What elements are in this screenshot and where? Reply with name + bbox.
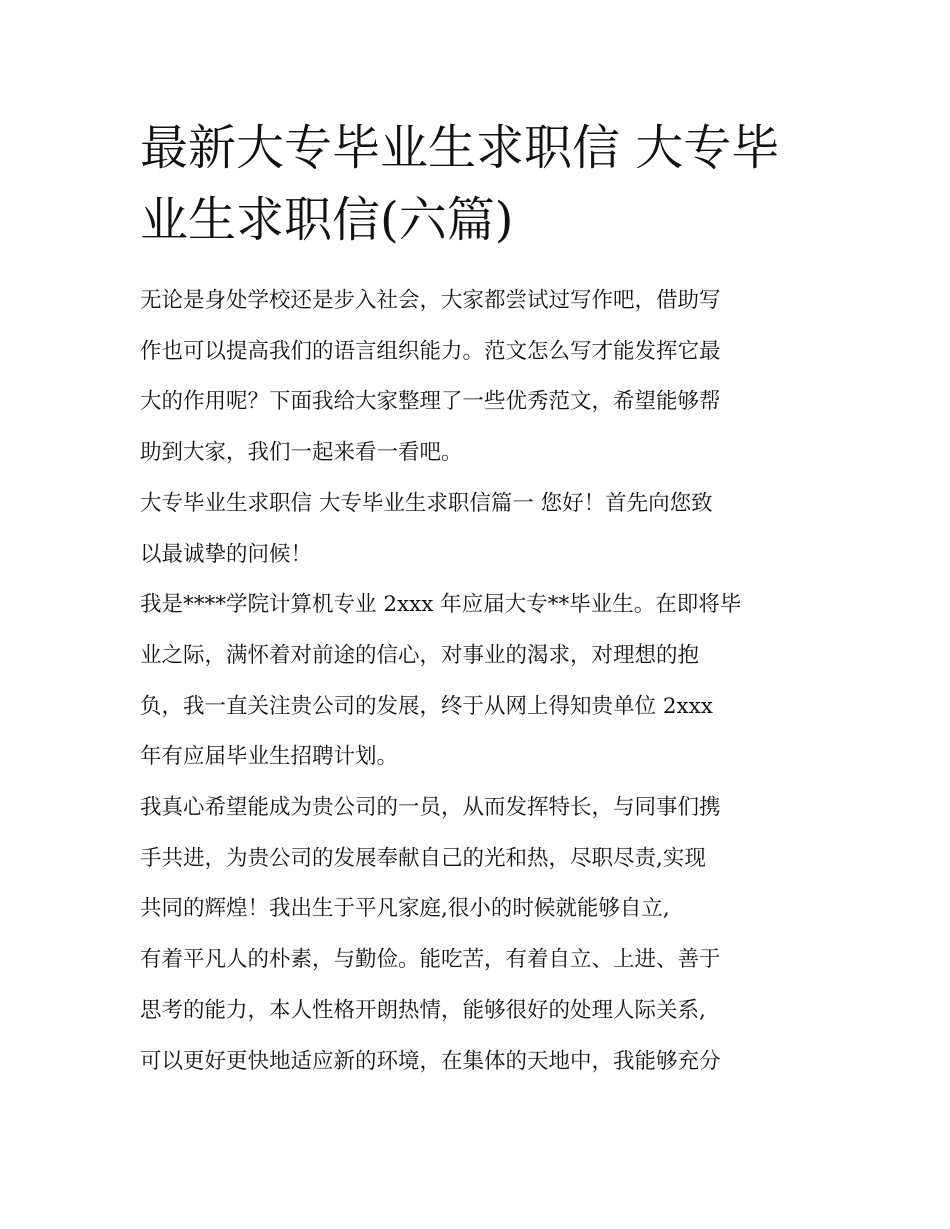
text-line: 我真心希望能成为贵公司的一员，从而发挥特长，与同事们携 [140, 795, 721, 821]
text-line: 以最诚挚的问候！ [140, 541, 313, 567]
text-line: 大的作用呢？下面我给大家整理了一些优秀范文，希望能够帮 [140, 389, 721, 415]
paragraph-aspiration [140, 783, 820, 935]
text-line: 可以更好更快地适应新的环境，在集体的天地中，我能够充分 [140, 1048, 721, 1074]
title-line: 最新大专毕业生求职信 大专毕 [140, 120, 780, 176]
text-line: 大专毕业生求职信 大专毕业生求职信篇一 您好！首先向您致 [140, 490, 713, 516]
title-line: 业生求职信(六篇) [140, 192, 514, 248]
text-line: 共同的辉煌！我出生于平凡家庭,很小的时候就能够自立, [140, 896, 670, 922]
text-line: 思考的能力，本人性格开朗热情，能够很好的处理人际关系, [140, 997, 706, 1023]
text-line: 年有应届毕业生招聘计划。 [140, 744, 399, 770]
text-line: 助到大家，我们一起来看一看吧。 [140, 440, 463, 466]
text-line: 有着平凡人的朴素，与勤俭。能吃苦，有着自立、上进、善于 [140, 947, 721, 973]
paragraph-intro [140, 276, 820, 479]
text-line: 手共进，为贵公司的发展奉献自己的光和热，尽职尽责,实现 [140, 845, 706, 871]
text-line: 作也可以提高我们的语言组织能力。范文怎么写才能发挥它最 [140, 338, 721, 364]
text-line: 负，我一直关注贵公司的发展，终于从网上得知贵单位 2xxx [140, 693, 713, 719]
paragraph-greeting [140, 479, 820, 580]
paragraph-character [140, 935, 820, 1087]
text-line: 无论是身处学校还是步入社会，大家都尝试过写作吧，借助写 [140, 288, 721, 313]
text-line: 我是****学院计算机专业 2xxx 年应届大专**毕业生。在即将毕 [140, 592, 742, 618]
document-body [140, 276, 820, 1087]
document-title [140, 112, 820, 256]
paragraph-self-intro [140, 580, 820, 783]
text-line: 业之际，满怀着对前途的信心，对事业的渴求，对理想的抱 [140, 642, 700, 668]
